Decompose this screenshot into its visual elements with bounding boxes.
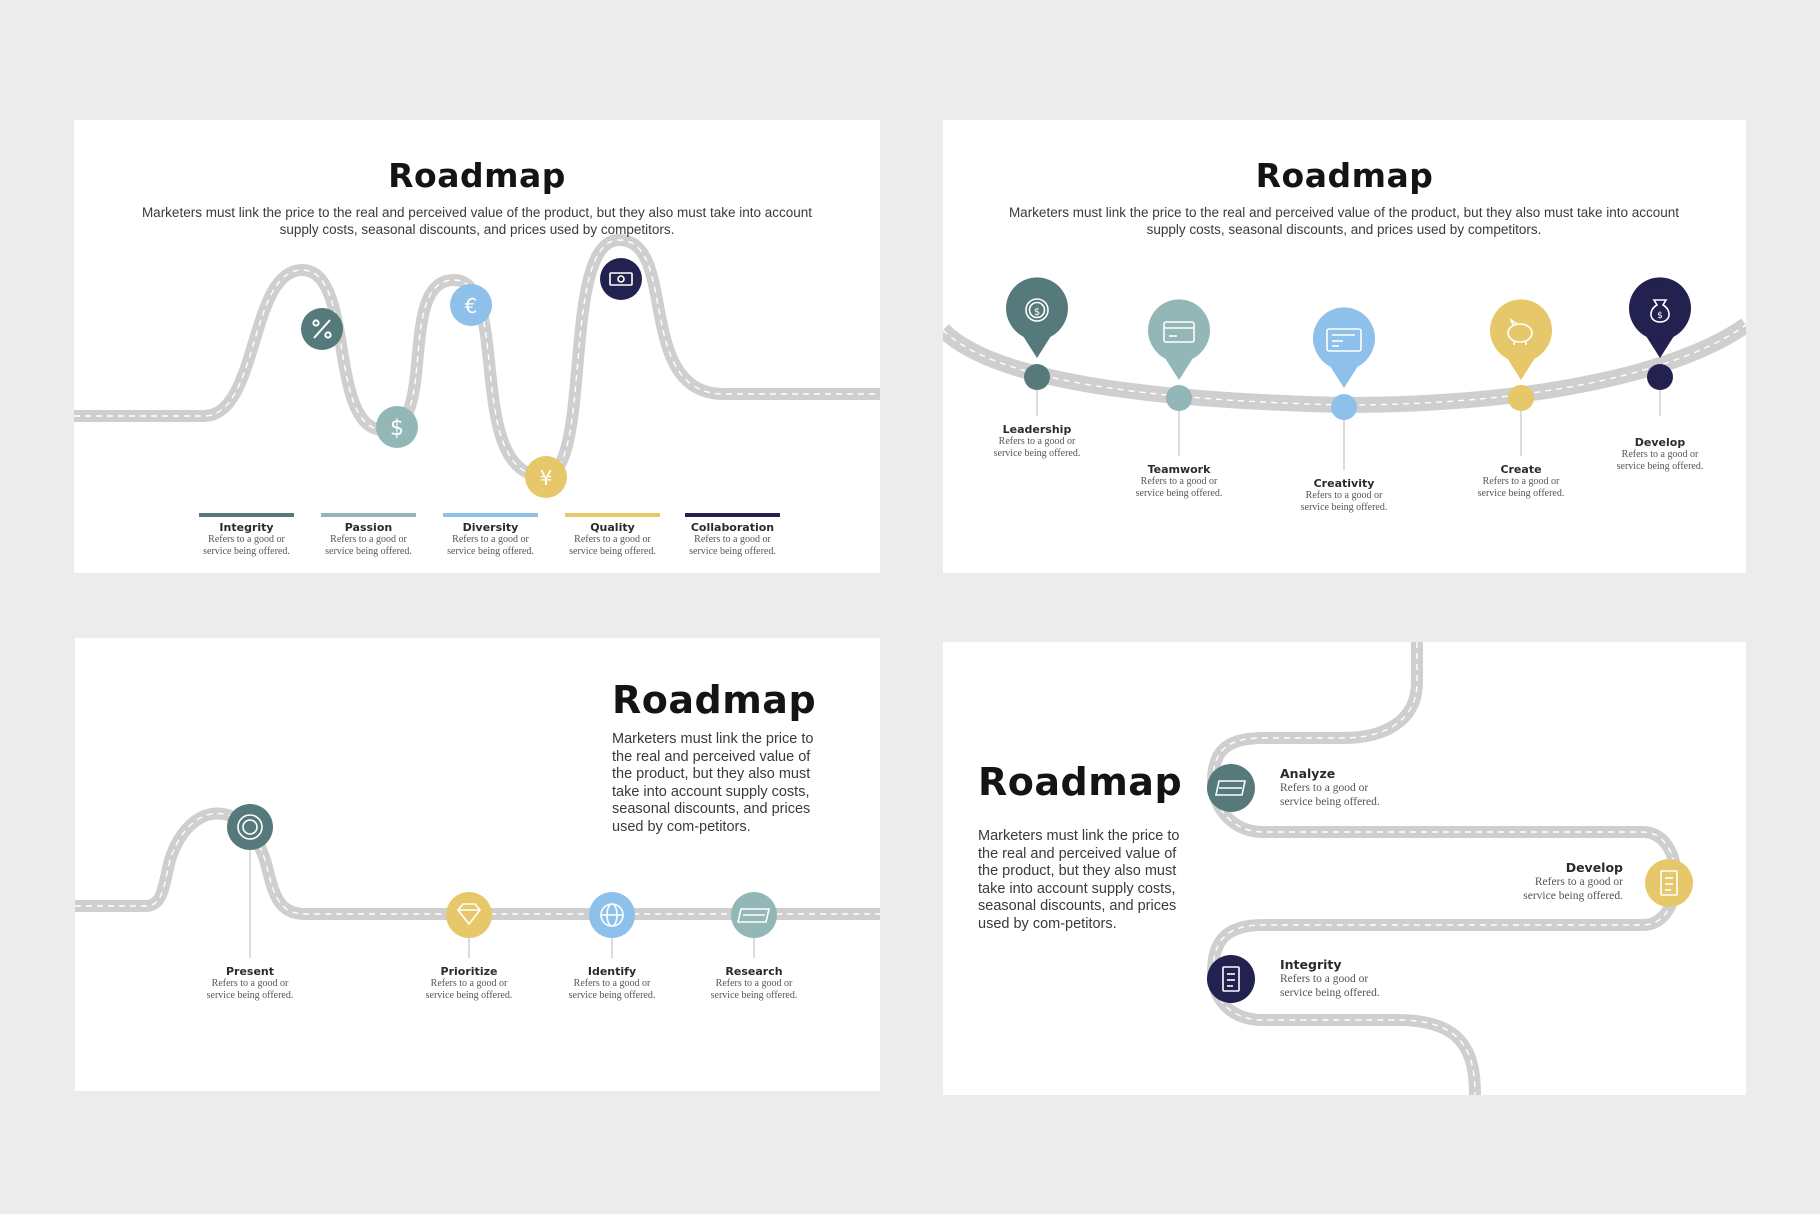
item-text-identify: Refers to a good or service being offered. (568, 978, 656, 1001)
marker-present (227, 804, 273, 850)
slide-title: Roadmap (612, 678, 817, 722)
marker-develop (1645, 859, 1693, 907)
item-text-develop: Refers to a good or service being offered. (1616, 449, 1704, 472)
item-label-analyze: Analyze (1280, 766, 1336, 781)
item-text-diversity: Refers to a good or service being offered. (447, 534, 534, 557)
item-label-quality: Quality (590, 521, 635, 534)
legend-bar-passion (321, 513, 416, 517)
percent-marker (301, 308, 343, 350)
item-text-leadership: Refers to a good or service being offered. (993, 436, 1081, 459)
yen-marker (525, 456, 567, 498)
item-label-collaboration: Collaboration (690, 521, 775, 534)
slide-title: Roadmap (1255, 156, 1434, 195)
legend-bar-integrity (199, 513, 294, 517)
item-label-identify: Identify (587, 965, 637, 978)
item-label-develop: Develop (1634, 436, 1686, 449)
dollar-marker (376, 406, 418, 448)
slide-3 (75, 638, 880, 1091)
item-text-develop: Refers to a good or service being offered. (1523, 876, 1623, 902)
marker-integrity (1207, 955, 1255, 1003)
item-text-collaboration: Refers to a good or service being offered. (689, 534, 776, 557)
marker-research (731, 892, 777, 938)
slide-1 (74, 120, 880, 573)
slide-description: Marketers must link the price to the real and perceived value of the product, but they also must take into account supply costs, seasonal discounts, and prices used by competitors. (1008, 205, 1680, 237)
item-text-research: Refers to a good or service being offered. (710, 978, 798, 1001)
yen-icon: ¥ (539, 466, 553, 490)
item-label-passion: Passion (344, 521, 393, 534)
item-label-diversity: Diversity (462, 521, 519, 534)
item-text-prioritize: Refers to a good or service being offered. (425, 978, 513, 1001)
slide-title: Roadmap (978, 760, 1183, 804)
item-label-present: Present (225, 965, 275, 978)
item-text-integrity: Refers to a good or service being offered. (1280, 973, 1380, 999)
svg-text:$: $ (1657, 311, 1663, 321)
slide-description: Marketers must link the price to the real and perceived value of the product, but they also must take into account supply costs, seasonal discounts, and prices used by competitors. (141, 205, 813, 237)
svg-text:$: $ (1033, 307, 1041, 318)
legend-bar-quality (565, 513, 660, 517)
slide-4 (943, 642, 1746, 1095)
item-text-integrity: Refers to a good or service being offered. (203, 534, 290, 557)
item-text-passion: Refers to a good or service being offered. (325, 534, 412, 557)
item-label-teamwork: Teamwork (1147, 463, 1211, 476)
dollar-icon: $ (390, 416, 404, 441)
item-label-prioritize: Prioritize (440, 965, 498, 978)
item-text-create: Refers to a good or service being offered. (1477, 476, 1565, 499)
legend-bar-diversity (443, 513, 538, 517)
item-text-analyze: Refers to a good or service being offered. (1280, 782, 1380, 808)
banknote-marker (600, 258, 642, 300)
item-label-integrity: Integrity (219, 521, 274, 534)
marker-identify (589, 892, 635, 938)
marker-analyze (1207, 764, 1255, 812)
item-text-teamwork: Refers to a good or service being offered. (1135, 476, 1223, 499)
item-text-creativity: Refers to a good or service being offered. (1300, 490, 1388, 513)
slide-description: Marketers must link the price to the real and perceived value of the product, but they also must take into account supply costs, seasonal discounts, and prices used by com-petitors. (612, 731, 814, 835)
item-label-creativity: Creativity (1313, 477, 1375, 490)
marker-prioritize (446, 892, 492, 938)
item-label-create: Create (1500, 463, 1542, 476)
item-label-research: Research (725, 965, 783, 978)
euro-icon: € (464, 294, 478, 318)
item-label-leadership: Leadership (1002, 423, 1072, 436)
item-text-quality: Refers to a good or service being offered. (569, 534, 656, 557)
legend-bar-collaboration (685, 513, 780, 517)
slide-title: Roadmap (388, 156, 566, 195)
slide-description: Marketers must link the price to the real and perceived value of the product, but they also must take into account supply costs, seasonal discounts, and prices used by com-petitors. (978, 828, 1180, 932)
item-text-present: Refers to a good or service being offered. (206, 978, 294, 1001)
slide-2 (943, 120, 1746, 573)
item-label-integrity: Integrity (1280, 957, 1342, 972)
item-label-develop: Develop (1565, 860, 1623, 875)
euro-marker (450, 284, 492, 326)
